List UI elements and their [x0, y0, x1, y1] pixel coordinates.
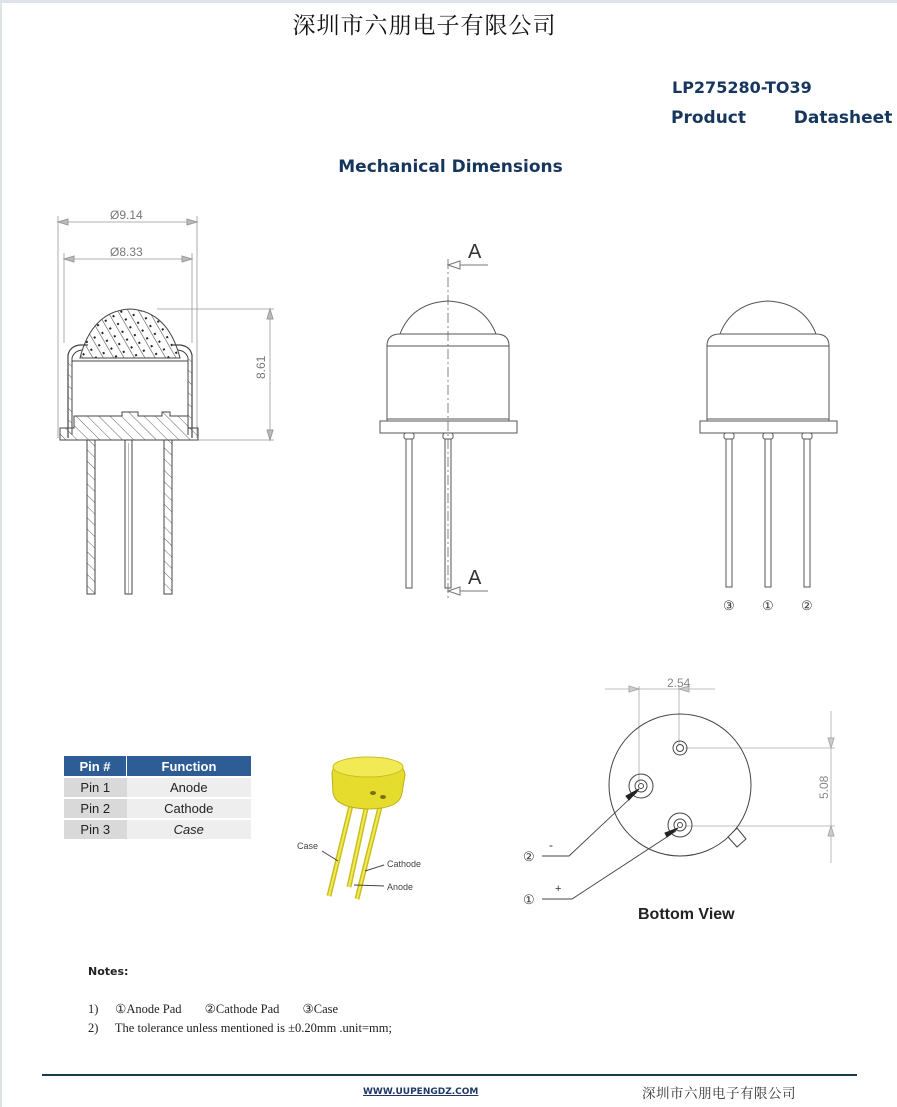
- notes-title: Notes:: [88, 965, 129, 978]
- pin-cell: Pin 3: [64, 819, 127, 839]
- company-name-header: 深圳市六朋电子有限公司: [292, 13, 557, 39]
- pin-function-table: [64, 756, 251, 839]
- mechanical-drawings: [2, 3, 897, 1107]
- section-mark-top: A: [468, 241, 482, 263]
- note-text: The tolerance unless mentioned is ±0.20mm .unit=mm;: [114, 1021, 392, 1035]
- section-title: Mechanical Dimensions: [338, 157, 563, 177]
- front-view-drawing: [380, 259, 517, 601]
- model-number: LP275280-TO39: [672, 78, 812, 97]
- dim-pin-span: 5.08: [817, 775, 831, 799]
- note-part-anode: ①Anode Pad: [115, 1002, 182, 1016]
- function-cell: Cathode: [127, 798, 252, 819]
- callout-pin-2: ②: [523, 849, 535, 864]
- dim-height: 8.61: [254, 355, 268, 379]
- function-cell: Anode: [127, 777, 252, 798]
- bottom-view-caption: Bottom View: [638, 906, 735, 923]
- pin-cell: Pin 2: [64, 798, 127, 819]
- note-number: 1): [88, 1002, 99, 1016]
- footer-divider: [42, 1074, 857, 1076]
- function-cell: Case: [127, 819, 252, 839]
- table-row: [64, 798, 251, 819]
- section-view-drawing: [58, 216, 274, 594]
- header-pin: Pin #: [64, 756, 127, 777]
- side-view-drawing: [700, 301, 837, 587]
- dim-inner-diameter: Ø8.33: [110, 245, 143, 259]
- note-part-cathode: ②Cathode Pad: [204, 1002, 280, 1016]
- table-row: [64, 777, 251, 798]
- footer-company-name: 深圳市六朋电子有限公司: [642, 1086, 796, 1102]
- pin-cell: Pin 1: [64, 777, 127, 798]
- bottom-view-drawing: [542, 686, 835, 899]
- document-type: Product Datasheet: [671, 108, 893, 128]
- photo-label-cathode: Cathode: [387, 859, 422, 869]
- note-part-case: ③Case: [302, 1002, 339, 1016]
- photo-label-case: Case: [297, 841, 319, 851]
- photo-label-anode: Anode: [387, 882, 414, 892]
- footer-website-link[interactable]: WWW.UUPENGDZ.COM: [363, 1087, 479, 1097]
- side-pin-label-2: ②: [801, 598, 813, 613]
- section-mark-bottom: A: [468, 567, 482, 589]
- table-row: [64, 819, 251, 839]
- side-pin-label-3: ③: [723, 598, 735, 613]
- note-item-2: [88, 1021, 392, 1036]
- note-item-1: [88, 1001, 358, 1017]
- callout-pin-2-sign: -: [549, 838, 553, 852]
- note-number: 2): [88, 1021, 99, 1035]
- component-photo: [322, 757, 405, 899]
- datasheet-page: [2, 3, 897, 1107]
- side-pin-label-1: ①: [762, 598, 774, 613]
- dim-pin-pitch: 2.54: [667, 676, 691, 690]
- callout-pin-1: ①: [523, 892, 535, 907]
- header-function: Function: [127, 756, 252, 777]
- dim-outer-diameter: Ø9.14: [110, 208, 143, 222]
- table-header-row: [64, 756, 251, 777]
- callout-pin-1-sign: +: [555, 883, 562, 895]
